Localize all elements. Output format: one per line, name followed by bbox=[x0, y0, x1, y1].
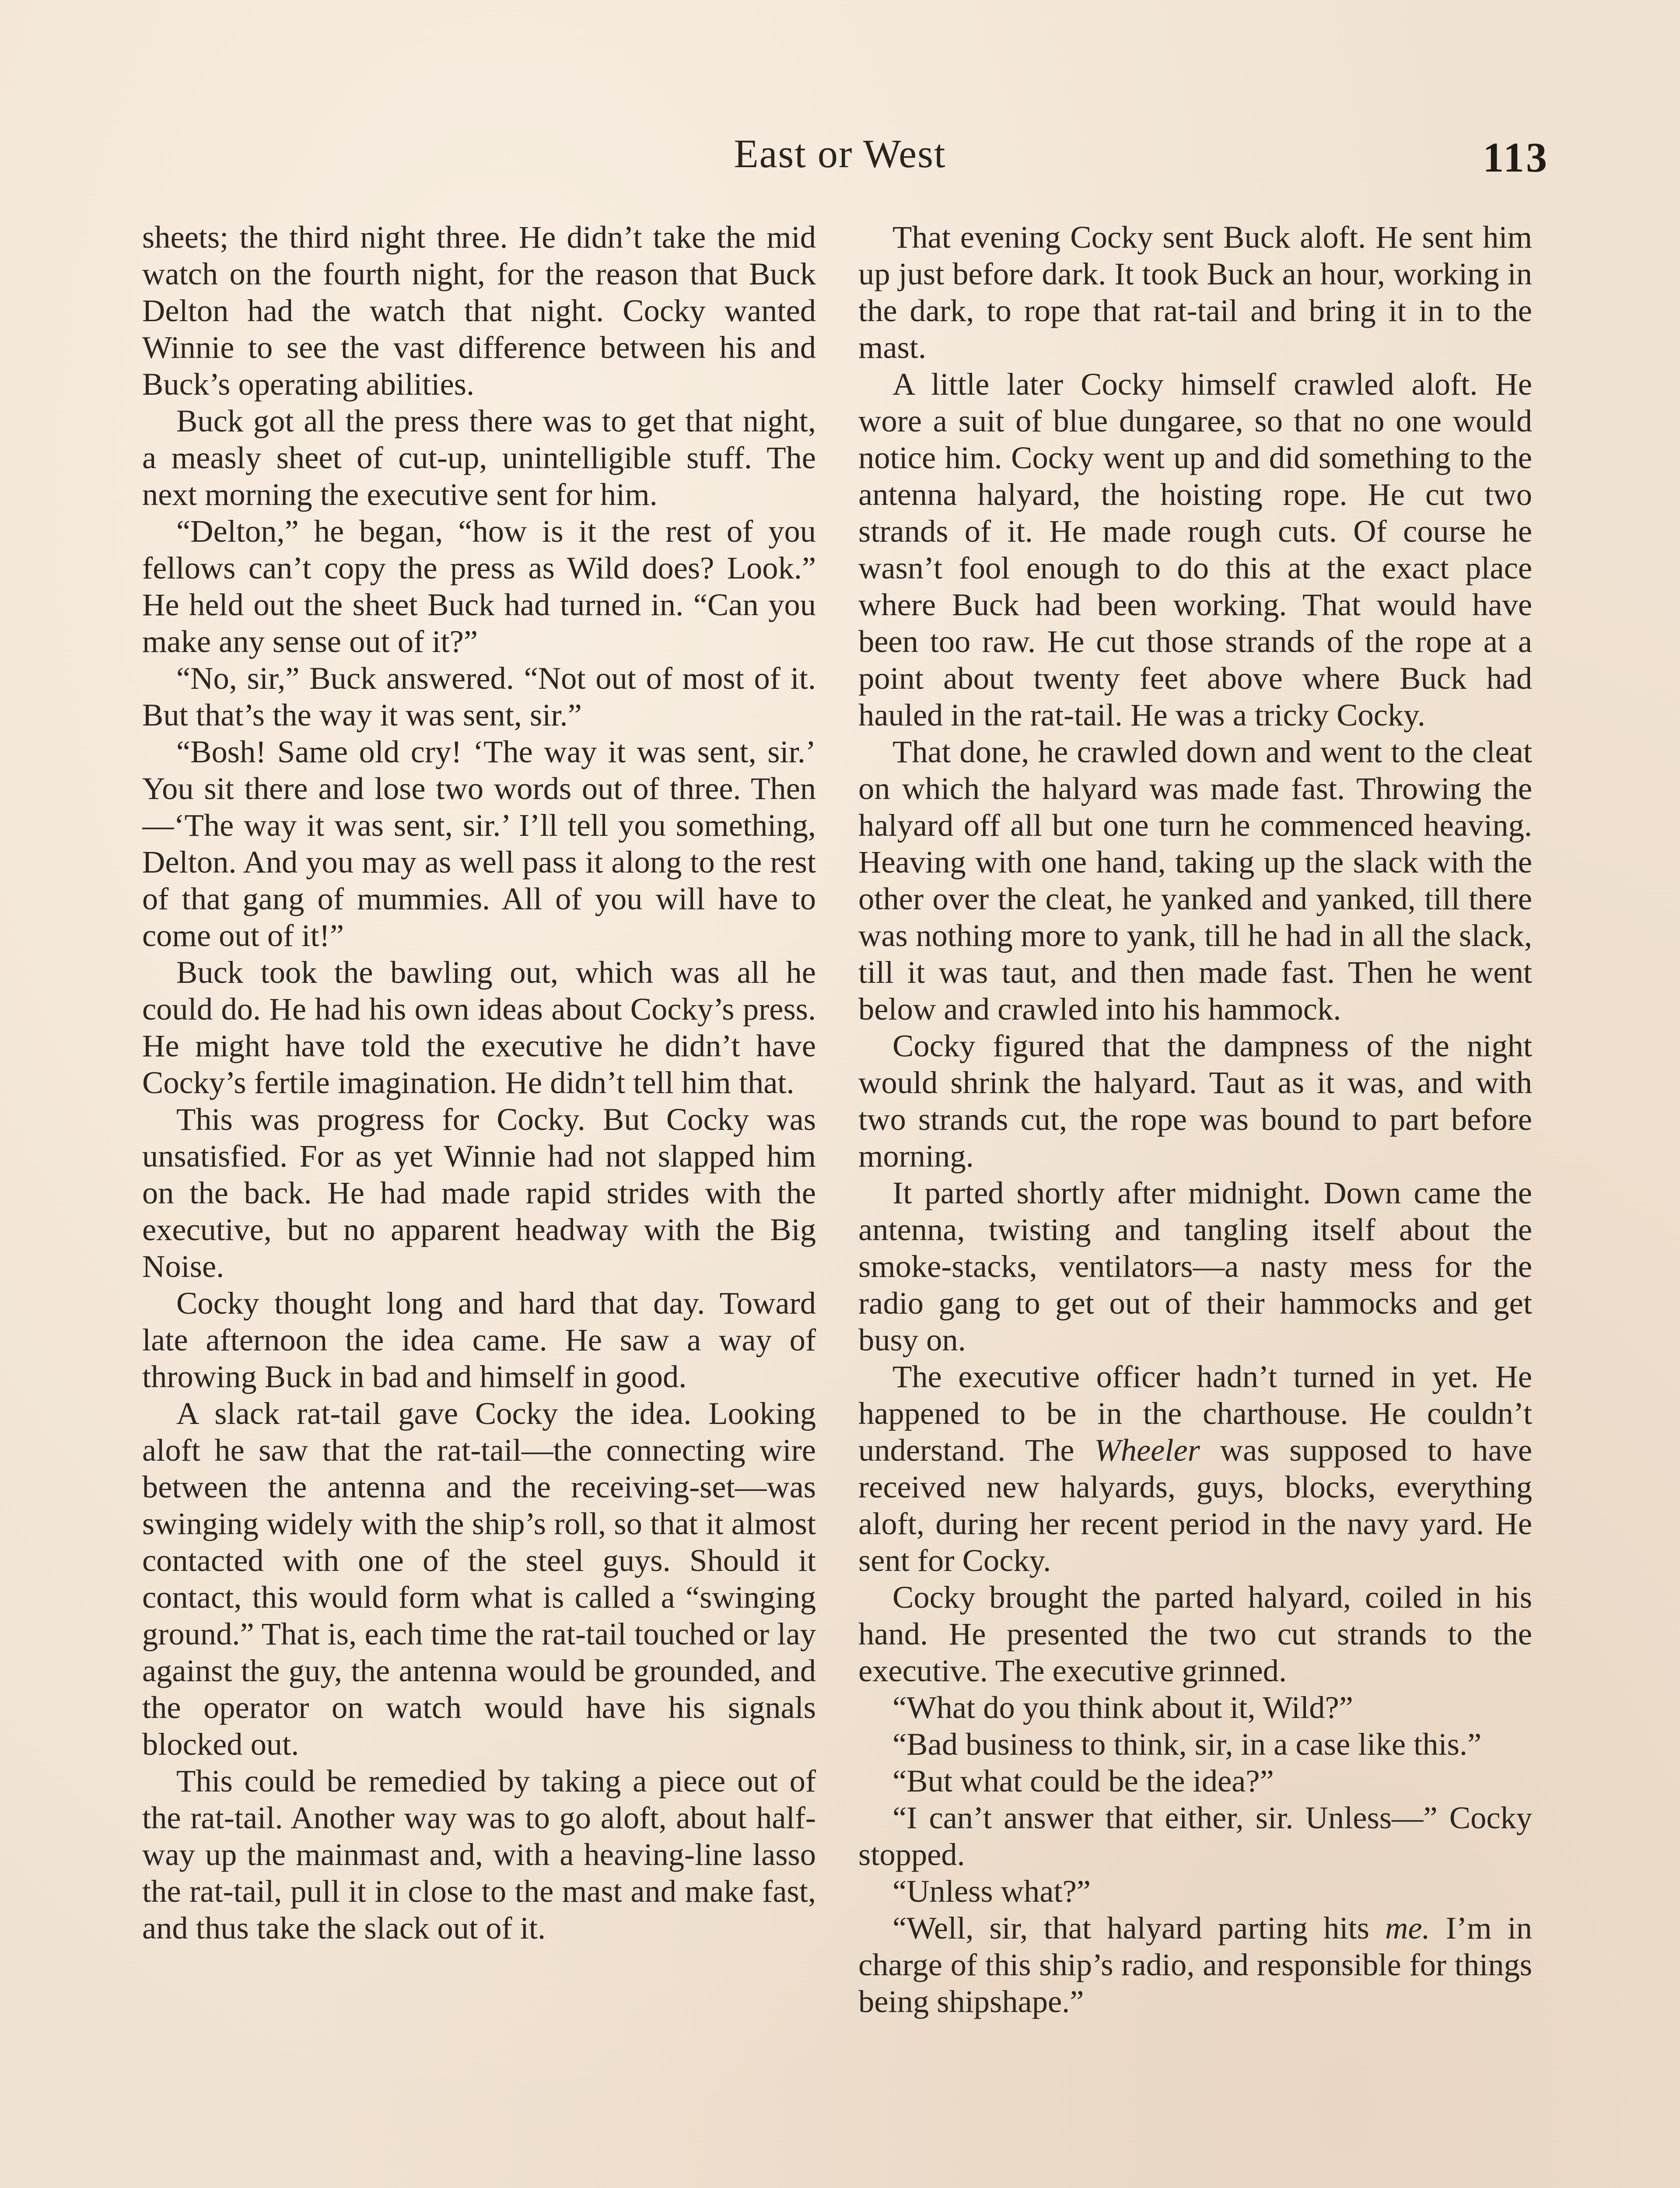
paragraph: “But what could be the idea?” bbox=[892, 1763, 1274, 1799]
text-run: was supposed to have received new halyards, guys, blocks, everything aloft, during her recent period in the navy yard. He sent for Cocky. bbox=[858, 1432, 1532, 1578]
paragraph bbox=[858, 1358, 1532, 1579]
paragraph: This was progress for Cocky. But Cocky was unsatisfied. For as yet Winnie had not slapped him on the back. He had made rapid strides with the executive, but no apparent headway with the Big Noise. bbox=[142, 1101, 816, 1284]
paragraph: “What do you think about it, Wild?” bbox=[892, 1690, 1353, 1725]
paragraph: A little later Cocky himself crawled aloft. He wore a suit of blue dungaree, so that no one would notice him. Cocky went up and did something to the antenna halyard, the hoisting rope. He cut two strands of it. He made rough cuts. Of course he wasn’t fool enough to do this at the exact place where Buck had been working. That would have been too raw. He cut those strands of the rope at a point about twenty feet above where Buck had hauled in the rat-tail. He was a tricky Cocky. bbox=[858, 366, 1532, 733]
paragraph bbox=[858, 1910, 1532, 2020]
emphasis: me. bbox=[1385, 1910, 1430, 1946]
paragraph: A slack rat-tail gave Cocky the idea. Looking aloft he saw that the rat-tail—the connecting wire between the antenna and the receiving-set—was swinging widely with the ship’s roll, so that it almost contacted with one of the steel guys. Should it contact, this would form what is called a “swinging ground.” That is, each time the rat-tail touched or lay against the guy, the antenna would be grounded, and the operator on watch would have his signals blocked out. bbox=[142, 1396, 816, 1762]
paragraph: “I can’t answer that either, sir. Unless—” Cocky stopped. bbox=[858, 1800, 1532, 1872]
right-column bbox=[858, 219, 1532, 2188]
paragraph: That evening Cocky sent Buck aloft. He sent him up just before dark. It took Buck an hour, working in the dark, to rope that rat-tail and bring it in to the mast. bbox=[858, 219, 1532, 365]
running-head bbox=[0, 130, 1680, 183]
paragraph: Cocky figured that the dampness of the night would shrink the halyard. Taut as it was, and with two strands cut, the rope was bound to part before morning. bbox=[858, 1028, 1532, 1174]
paragraph: Cocky brought the parted halyard, coiled in his hand. He presented the two cut strands to the executive. The executive grinned. bbox=[858, 1579, 1532, 1688]
ship-name: Wheeler bbox=[1094, 1432, 1200, 1468]
page-number: 113 bbox=[1483, 134, 1549, 181]
paragraph: “Bosh! Same old cry! ‘The way it was sent, sir.’ You sit there and lose two words out of three. Then—‘The way it was sent, sir.’ I’ll tell you something, Delton. And you may as well pass it along to the rest of that gang of mummies. All of you will have to come out of it!” bbox=[142, 734, 816, 953]
paragraph: “No, sir,” Buck answered. “Not out of most of it. But that’s the way it was sent, sir.” bbox=[142, 660, 816, 733]
paragraph: “Bad business to think, sir, in a case like this.” bbox=[892, 1726, 1482, 1762]
text-run: The executive officer hadn’t turned in yet. He happened to be in the charthouse. He couldn’t understand. The bbox=[858, 1359, 1532, 1468]
paragraph: It parted shortly after midnight. Down came the antenna, twisting and tangling itself about the smoke-stacks, ventilators—a nasty mess for the radio gang to get out of their hammocks and get busy on. bbox=[858, 1175, 1532, 1357]
paragraph: Buck took the bawling out, which was all he could do. He had his own ideas about Cocky’s press. He might have told the executive he didn’t have Cocky’s fertile imagination. He didn’t tell him that. bbox=[142, 954, 816, 1100]
paragraph: Buck got all the press there was to get that night, a measly sheet of cut-up, unintelligible stuff. The next morning the executive sent for him. bbox=[142, 403, 816, 512]
running-title: East or West bbox=[734, 131, 946, 176]
text-run: I’m in charge of this ship’s radio, and responsible for things being shipshape.” bbox=[858, 1910, 1532, 2019]
paragraph: “Unless what?” bbox=[892, 1873, 1091, 1909]
paragraph: This could be remedied by taking a piece out of the rat-tail. Another way was to go aloft, about half-way up the mainmast and, with a heaving-line lasso the rat-tail, pull it in close to the mast and make fast, and thus take the slack out of it. bbox=[142, 1763, 816, 1946]
text-run: “Well, sir, that halyard parting hits bbox=[892, 1910, 1386, 1946]
paragraph: Cocky thought long and hard that day. Toward late afternoon the idea came. He saw a way of throwing Buck in bad and himself in good. bbox=[142, 1285, 816, 1394]
left-column bbox=[142, 219, 816, 2188]
paragraph: sheets; the third night three. He didn’t take the mid watch on the fourth night, for the reason that Buck Delton had the watch that night. Cocky wanted Winnie to see the vast difference between his and Buck’s operating abilities. bbox=[142, 219, 816, 402]
paragraph: “Delton,” he began, “how is it the rest of you fellows can’t copy the press as Wild does? Look.” He held out the sheet Buck had turned in. “Can you make any sense out of it?” bbox=[142, 513, 816, 659]
paragraph: That done, he crawled down and went to the cleat on which the halyard was made fast. Throwing the halyard off all but one turn he commenced heaving. Heaving with one hand, taking up the slack with the other over the cleat, he yanked and yanked, till there was nothing more to yank, till he had in all the slack, till it was taut, and then made fast. Then he went below and crawled into his hammock. bbox=[858, 734, 1532, 1027]
